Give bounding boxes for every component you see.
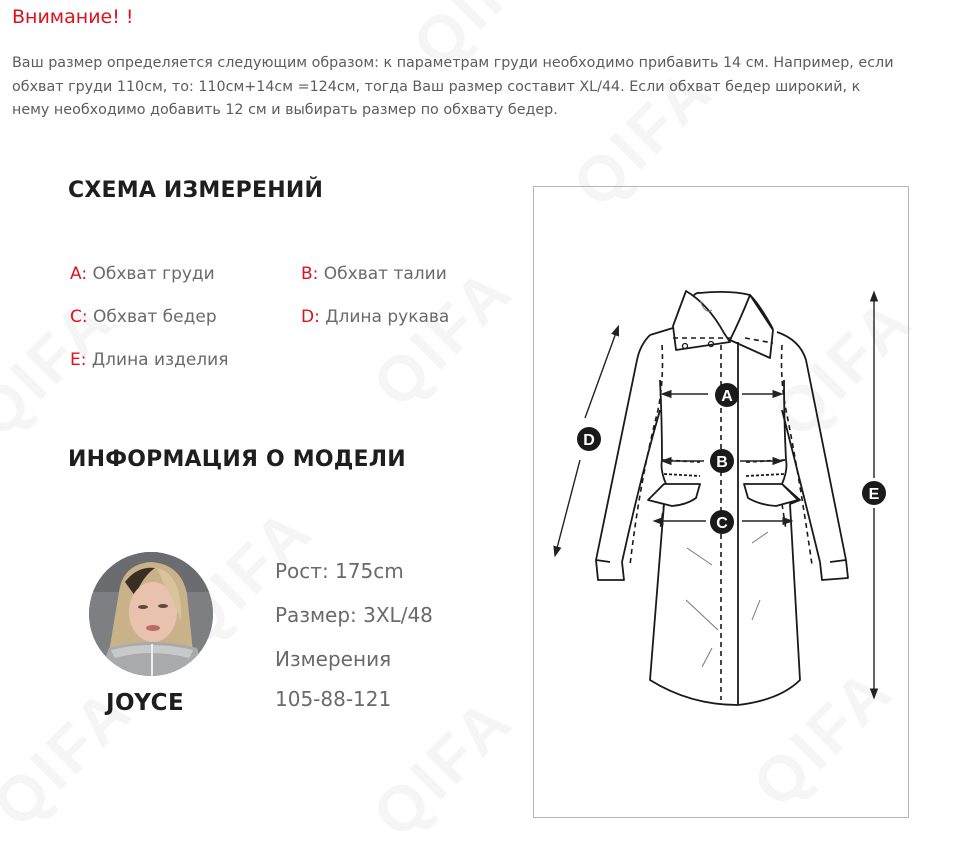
- model-height: Рост: 175cm: [275, 559, 404, 583]
- notice-title: Внимание! !: [12, 6, 134, 28]
- legend-label: Длина изделия: [91, 350, 229, 370]
- legend-item-b: [301, 262, 447, 286]
- legend-item-c: [70, 305, 217, 329]
- model-name: JOYCE: [106, 690, 185, 716]
- legend-item-d: [301, 305, 449, 329]
- model-avatar: [89, 552, 213, 676]
- model-measurements-label: Измерения: [275, 647, 392, 671]
- legend-key: D:: [301, 307, 320, 327]
- model-info-title: ИНФОРМАЦИЯ О МОДЕЛИ: [68, 447, 406, 472]
- model-measurements-value: 105-88-121: [275, 687, 392, 711]
- model-photo-icon: [89, 552, 213, 676]
- coat-measurement-diagram: [533, 186, 909, 818]
- measurement-scheme-title: СХЕМА ИЗМЕРЕНИЙ: [68, 178, 324, 203]
- svg-text:B: B: [716, 454, 728, 471]
- legend-item-e: [70, 348, 228, 372]
- coat-outline-icon: [533, 186, 909, 818]
- legend-label: Обхват груди: [92, 264, 215, 284]
- legend-key: B:: [301, 264, 319, 284]
- legend-label: Обхват талии: [323, 264, 447, 284]
- legend-key: E:: [70, 350, 87, 370]
- model-size: Размер: 3XL/48: [275, 603, 433, 627]
- svg-text:E: E: [868, 486, 880, 503]
- legend-label: Длина рукава: [325, 307, 450, 327]
- legend-key: A:: [70, 264, 88, 284]
- legend-label: Обхват бедер: [93, 307, 217, 327]
- svg-text:D: D: [583, 432, 595, 449]
- legend-item-a: [70, 262, 215, 286]
- svg-text:A: A: [721, 388, 733, 405]
- notice-text: Ваш размер определяется следующим образом: к параметрам груди необходимо прибавить 14 см. Например, если обхват груди 110см, то: 110см+14см =124см, тогда Ваш размер составит XL/44. Если обхват бедер широкий, к нему необходимо добавить 12 см и выбирать размер по обхвату бедер.: [12, 55, 894, 118]
- legend-key: C:: [70, 307, 88, 327]
- svg-text:C: C: [716, 515, 728, 532]
